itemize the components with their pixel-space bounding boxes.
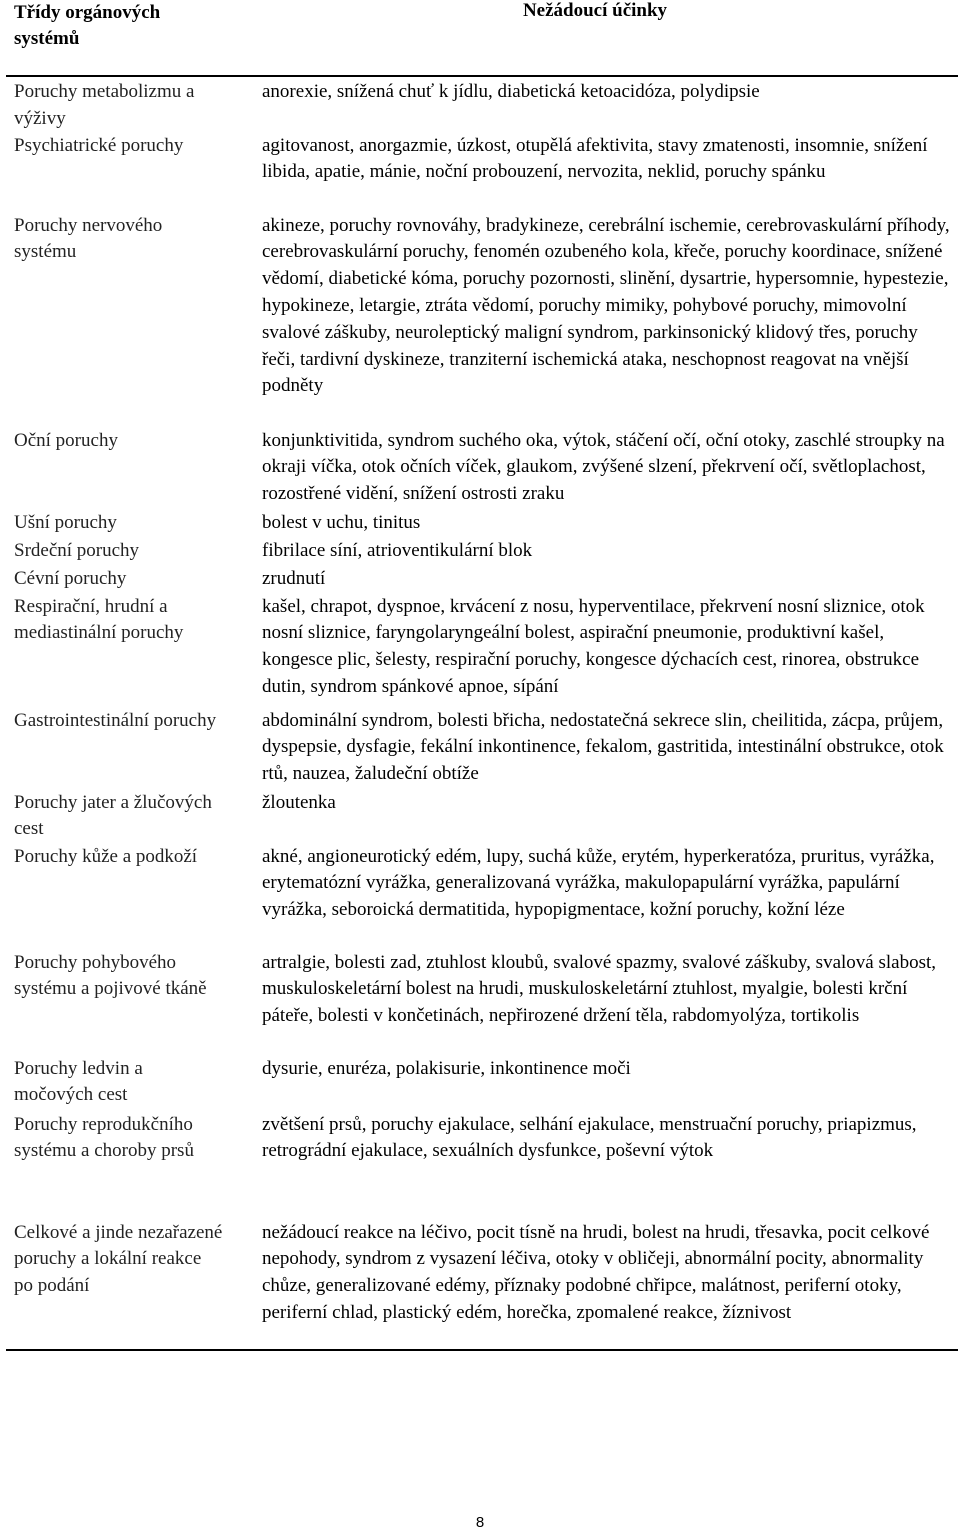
effects-cell: fibrilace síní, atrioventikulární blok — [262, 539, 533, 561]
effects-cell: nežádoucí reakce na léčivo, pocit tísně na hrudi, bolest na hrudi, třesavka, pocit celkové nepohody, syndrom z vysazení léčiva, otoky v obličeji, abnormální pocity, abnormality chůze, generalizované edémy, příznaky podobné chřipce, malátnost, periferní otoky, periferní chlad, plastický edém, horečka, zpomalené reakce, žíznivost — [232, 1220, 958, 1350]
organ-class-cell: Oční poruchy — [14, 429, 118, 451]
organ-class-cell: Srdeční poruchy — [14, 539, 140, 561]
table-row — [6, 844, 958, 950]
organ-class-cell: Poruchy metabolizmu a výživy — [14, 81, 195, 129]
organ-class-cell: Celkové a jinde nezařazené poruchy a lokální reakce po podání — [6, 1220, 232, 1350]
page-number: 8 — [475, 1514, 485, 1531]
effects-cell: abdominální syndrom, bolesti břicha, nedostatečná sekrece slin, cheilitida, zácpa, průjem, dyspepsie, dysfagie, fekální inkontinence, fekalom, gastritida, intestinální obstrukce, otok rtů, nauzea, žaludeční obtíže — [262, 709, 944, 785]
table-row — [6, 950, 958, 1056]
effects-cell: bolest v uchu, tinitus — [262, 511, 421, 533]
table-header-row — [6, 0, 958, 76]
table-row — [6, 133, 958, 213]
organ-class-cell: Psychiatrické poruchy — [14, 134, 184, 156]
organ-class-header: Třídy orgánových systémů — [6, 0, 232, 76]
effects-cell: anorexie, snížená chuť k jídlu, diabetická ketoacidóza, polydipsie — [262, 81, 760, 102]
organ-class-cell: Poruchy jater a žlučových cest — [14, 791, 212, 840]
effects-cell: akné, angioneurotický edém, lupy, suchá kůže, erytém, hyperkeratóza, pruritus, vyrážka, erytematózní vyrážka, generalizovaná vyrážka, makulopapulární vyrážka, papulární vyrážka, seboroická dermatitida, hypopigmentace, kožní poruchy, kožní léze — [262, 845, 935, 921]
table-row — [6, 1220, 958, 1350]
effects-cell: konjunktivitida, syndrom suchého oka, výtok, stáčení očí, oční otoky, zaschlé stroupky na okraji víčka, otok očních víček, glaukom, zvýšené slzení, překrvení očí, světloplachost, rozostřené vidění, snížení ostrosti zraku — [262, 429, 945, 505]
table-row — [6, 566, 958, 594]
effects-cell: dysurie, enuréza, polakisurie, inkontinence moči — [262, 1057, 631, 1079]
table-row — [6, 1056, 958, 1112]
organ-class-cell: Gastrointestinální poruchy — [14, 709, 217, 731]
table-row — [6, 510, 958, 538]
table-row — [6, 76, 958, 133]
table-row — [6, 1112, 958, 1220]
effects-cell: zvětšení prsů, poruchy ejakulace, selhání ejakulace, menstruační poruchy, priapizmus, retrográdní ejakulace, sexuálních dysfunkce, poševní výtok — [262, 1113, 917, 1162]
table-row — [6, 428, 958, 510]
effects-cell: zrudnutí — [262, 567, 326, 589]
table-row — [6, 594, 958, 708]
organ-class-cell: Poruchy ledvin a močových cest — [14, 1057, 143, 1106]
table-row — [6, 538, 958, 566]
organ-class-cell: Poruchy reprodukčního systému a choroby prsů — [14, 1113, 194, 1162]
table-row — [6, 213, 958, 428]
organ-class-cell: Cévní poruchy — [14, 567, 127, 589]
effects-cell: akineze, poruchy rovnováhy, bradykineze, cerebrální ischemie, cerebrovaskulární příhody, cerebrovaskulární poruchy, fenomén ozubeného kola, křeče, poruchy koordinace, snížené vědomí, diabetické kóma, poruchy pozornosti, slinění, dysartrie, hypersomnie, hypestezie, hypokineze, letargie, ztráta vědomí, poruchy mimiky, pohybové poruchy, mimovolní svalové záškuby, neuroleptický maligní syndrom, parkinsonický klidový třes, poruchy řeči, tardivní dyskineze, tranziterní ischemická ataka, neschopnost reagovat na vnější podněty — [262, 214, 950, 397]
table-row — [6, 708, 958, 790]
adverse-effects-header: Nežádoucí účinky — [232, 0, 958, 76]
effects-cell: artralgie, bolesti zad, ztuhlost kloubů, svalové spazmy, svalové záškuby, svalová slabost, muskuloskeletární bolest na hrudi, muskuloskeletární ztuhlost, myalgie, bolesti krční páteře, bolesti v končetinách, nepřirozené držení těla, rabdomyolýza, tortikolis — [262, 951, 936, 1027]
table-row — [6, 790, 958, 844]
effects-cell: agitovanost, anorgazmie, úzkost, otupělá afektivita, stavy zmatenosti, insomnie, snížení libida, apatie, mánie, noční probouzení, nervozita, neklid, poruchy spánku — [262, 134, 928, 183]
organ-class-cell: Respirační, hrudní a mediastinální poruchy — [14, 595, 184, 644]
organ-class-cell: Ušní poruchy — [14, 511, 117, 533]
organ-class-cell: Poruchy nervového systému — [14, 214, 163, 263]
effects-cell: žloutenka — [262, 791, 336, 813]
organ-class-cell: Poruchy kůže a podkoží — [14, 845, 198, 867]
organ-class-cell: Poruchy pohybového systému a pojivové tkáně — [14, 951, 207, 1000]
adverse-effects-table — [6, 0, 958, 1351]
effects-cell: kašel, chrapot, dyspnoe, krvácení z nosu, hyperventilace, překrvení nosní sliznice, otok nosní sliznice, faryngolaryngeální bolest, aspirační pneumonie, produktivní kašel, kongesce plic, šelesty, respirační poruchy, kongesce dýchacích cest, rinorea, obstrukce dutin, syndrom spánkové apnoe, sípání — [262, 595, 925, 697]
